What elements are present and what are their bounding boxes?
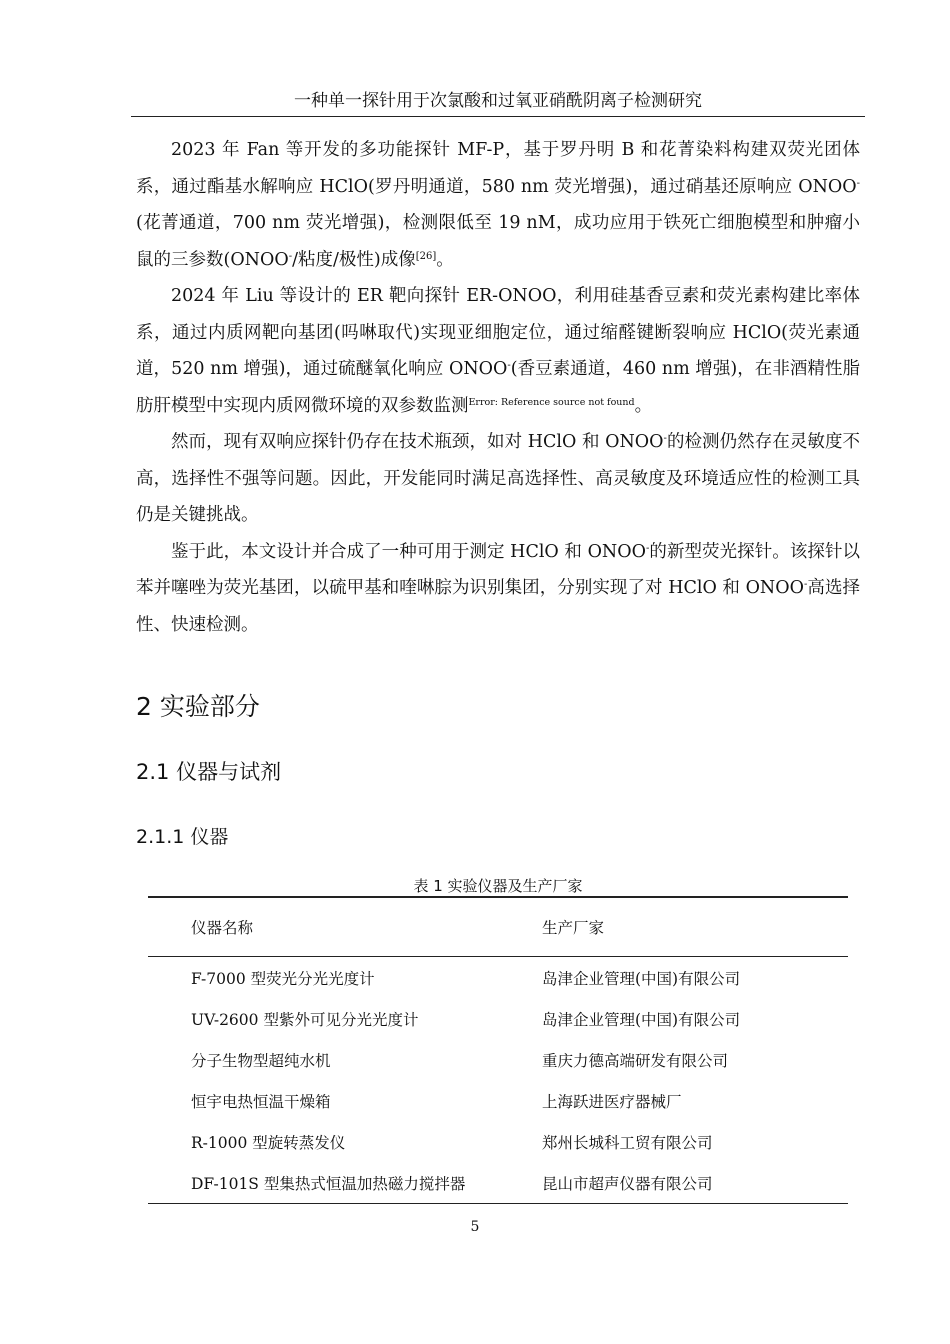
table-row xyxy=(148,1162,848,1204)
citation[interactable]: [26] xyxy=(415,250,437,262)
running-header: 一种单一探针用于次氯酸和过氧亚硝酰阴离子检测研究 xyxy=(131,89,865,117)
section-heading: 2 实验部分 xyxy=(136,692,260,721)
table-caption: 表 1 实验仪器及生产厂家 xyxy=(413,877,583,895)
body-text xyxy=(136,132,860,643)
paragraph-4: 鉴于此，本文设计并合成了一种可用于测定 HClO 和 ONOO-的新型荧光探针。该探针以苯并噻唑为荧光基团，以硫甲基和喹啉腙为识别集团，分别实现了对 HClO 和 ONOO-高选择性、快速检测。 xyxy=(136,541,861,635)
subsection-heading: 2.1 仪器与试剂 xyxy=(136,760,282,784)
instrument-cell: 恒宇电热恒温干燥箱 xyxy=(191,1092,331,1111)
table-row xyxy=(148,1039,848,1080)
instrument-cell: DF-101S 型集热式恒温加热磁力搅拌器 xyxy=(191,1174,466,1193)
manufacturer-cell: 岛津企业管理(中国)有限公司 xyxy=(542,1010,741,1029)
paragraph-1: 2023 年 Fan 等开发的多功能探针 MF-P，基于罗丹明 B 和花菁染料构建双荧光团体系，通过酯基水解响应 HClO(罗丹明通道，580 nm 荧光增强)，通过硝基还原响应 ONOO-(花菁通道，700 nm 荧光增强)，检测限低至 19 nM，成功应用于铁死亡细胞模型和肿瘤小鼠的三参数(ONOO-/粘度/极性)成像[26]。 xyxy=(136,140,860,270)
table-row xyxy=(148,1121,848,1162)
page-number: 5 xyxy=(470,1219,480,1235)
manufacturer-cell: 上海跃进医疗器械厂 xyxy=(542,1092,682,1111)
paragraph-2: 2024 年 Liu 等设计的 ER 靶向探针 ER-ONOO，利用硅基香豆素和荧光素构建比率体系，通过内质网靶向基团(吗啉取代)实现亚细胞定位，通过缩醛键断裂响应 HClO(荧光素通道，520 nm 增强)，通过硫醚氧化响应 ONOO-(香豆素通道，460 nm 增强)，在非酒精性脂肪肝模型中实现内质网微环境的双参数监测$^{Error: Reference source not found}$。 xyxy=(136,286,860,416)
instrument-table xyxy=(148,896,848,1204)
instrument-cell: UV-2600 型紫外可见分光光度计 xyxy=(191,1010,419,1029)
table-header-row xyxy=(148,897,848,957)
citation-error: Error: Reference source not found xyxy=(468,396,635,408)
table-row xyxy=(148,998,848,1039)
paragraph-3: 然而，现有双响应探针仍存在技术瓶颈，如对 HClO 和 ONOO-的检测仍然存在灵敏度不高，选择性不强等问题。因此，开发能同时满足高选择性、高灵敏度及环境适应性的检测工具仍是关键挑战。 xyxy=(136,432,861,525)
manufacturer-cell: 重庆力德高端研发有限公司 xyxy=(542,1051,729,1070)
instrument-cell: R-1000 型旋转蒸发仪 xyxy=(191,1133,346,1152)
table-row xyxy=(148,957,848,999)
subsubsection-heading: 2.1.1 仪器 xyxy=(136,826,229,848)
manufacturer-cell: 郑州长城科工贸有限公司 xyxy=(542,1133,713,1152)
column-header-manufacturer: 生产厂家 xyxy=(542,897,848,957)
manufacturer-cell: 昆山市超声仪器有限公司 xyxy=(542,1174,713,1193)
table-row xyxy=(148,1080,848,1121)
manufacturer-cell: 岛津企业管理(中国)有限公司 xyxy=(542,969,741,988)
instrument-cell: F-7000 型荧光分光光度计 xyxy=(191,969,375,988)
column-header-instrument: 仪器名称 xyxy=(148,897,542,957)
instrument-cell: 分子生物型超纯水机 xyxy=(191,1051,331,1070)
